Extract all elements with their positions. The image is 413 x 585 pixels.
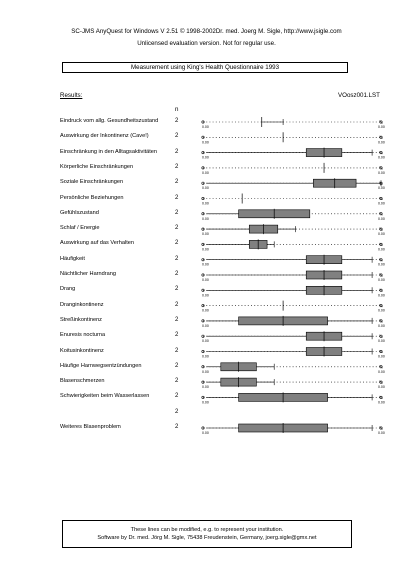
- row-label: Einschränkung in den Alltagsaktivitäten: [60, 148, 158, 155]
- scale-min-label: 0.00: [202, 354, 209, 359]
- row-label: Streßinkontinenz: [60, 316, 102, 323]
- footer-line-2: Software by Dr. med. Jörg M. Sigle, 75438 Freudenstein, Germany, joerg.sigle@gmx.net: [97, 535, 317, 541]
- row-label: Auswirkung der Inkontinenz (Cave!): [60, 133, 149, 140]
- scale-max-label: 0.00: [378, 140, 385, 145]
- row-n: 2: [175, 194, 179, 201]
- row-label: Eindruck vom allg. Gesundheitszustand: [60, 118, 159, 124]
- scale-min-label: 0.00: [202, 247, 209, 252]
- scale-max-label: 0.00: [378, 339, 385, 344]
- results-label: Results:: [60, 92, 83, 99]
- scale-max-label: 0.00: [378, 400, 385, 405]
- scale-max-label: 0.00: [378, 216, 385, 221]
- row-label: Blasenschmerzen: [60, 378, 105, 385]
- row-n: 2: [175, 209, 179, 216]
- scale-min-label: 0.00: [202, 170, 209, 175]
- row-n: 2: [175, 408, 179, 415]
- scale-max-label: 0.00: [378, 125, 385, 129]
- scale-min-label: 0.00: [202, 339, 209, 344]
- footer-box: [62, 520, 352, 548]
- scale-max-label: 0.00: [378, 323, 385, 328]
- row-label: Dranginkontinenz: [60, 301, 104, 308]
- scale-min-label: 0.00: [202, 278, 209, 282]
- row-label: Auswirkung auf das Verhalten: [60, 240, 135, 247]
- scale-min-label: 0.00: [202, 293, 209, 298]
- row-n: 2: [175, 347, 179, 354]
- row-n: 2: [175, 255, 179, 262]
- row-n: 2: [175, 163, 179, 170]
- row-n: 2: [175, 424, 179, 430]
- row-label: Häufigkeit: [60, 255, 85, 262]
- scale-max-label: 0.00: [378, 278, 385, 282]
- scale-min-label: 0.00: [202, 216, 209, 221]
- scale-min-label: 0.00: [202, 140, 209, 145]
- n-column-header: n: [175, 106, 179, 113]
- row-n: 2: [175, 118, 179, 124]
- scale-min-label: 0.00: [202, 323, 209, 328]
- row-label: Schlaf / Energie: [60, 225, 100, 232]
- scale-min-label: 0.00: [202, 201, 209, 206]
- row-n: 2: [175, 148, 179, 155]
- scale-max-label: 0.00: [378, 431, 385, 435]
- scale-max-label: 0.00: [378, 262, 385, 267]
- scale-max-label: 0.00: [378, 186, 385, 191]
- row-n: 2: [175, 179, 179, 186]
- scale-min-label: 0.00: [202, 125, 209, 129]
- scale-min-label: 0.00: [202, 431, 209, 435]
- row-n: 2: [175, 286, 179, 293]
- row-label: Gefühlszustand: [60, 209, 99, 216]
- scale-max-label: 0.00: [378, 201, 385, 206]
- row-label: Nächtlicher Harndrang: [60, 271, 116, 277]
- row-n: 2: [175, 271, 179, 277]
- row-n: 2: [175, 378, 179, 385]
- scale-min-label: 0.00: [202, 262, 209, 267]
- row-label: Enuresis nocturna: [60, 332, 106, 339]
- row-n: 2: [175, 225, 179, 232]
- scale-min-label: 0.00: [202, 385, 209, 390]
- row-label: Persönliche Beziehungen: [60, 194, 124, 201]
- row-n: 2: [175, 393, 179, 400]
- scale-min-label: 0.00: [202, 155, 209, 160]
- row-n: 2: [175, 133, 179, 140]
- scale-max-label: 0.00: [378, 385, 385, 390]
- row-n: 2: [175, 362, 179, 369]
- scale-max-label: 0.00: [378, 354, 385, 359]
- scale-max-label: 0.00: [378, 293, 385, 298]
- header-line-1: SC-JMS AnyQuest for Windows V 2.51 © 1998-2002Dr. med. Joerg M. Sigle, http://www.jsigle.com: [71, 28, 342, 35]
- row-label: Häufige Harnwegsentzündungen: [60, 362, 142, 369]
- scale-max-label: 0.00: [378, 247, 385, 252]
- row-label: Körperliche Einschränkungen: [60, 163, 134, 170]
- row-label: Weiteres Blasenproblem: [60, 424, 121, 430]
- scale-max-label: 0.00: [378, 170, 385, 175]
- row-n: 2: [175, 316, 179, 323]
- scale-min-label: 0.00: [202, 400, 209, 405]
- row-n: 2: [175, 240, 179, 247]
- scale-max-label: 0.00: [378, 369, 385, 374]
- file-label: VOosz001.LST: [338, 92, 380, 99]
- scale-max-label: 0.00: [378, 155, 385, 160]
- scale-min-label: 0.00: [202, 232, 209, 237]
- scale-min-label: 0.00: [202, 369, 209, 374]
- row-label: Soziale Einschränkungen: [60, 179, 124, 186]
- scale-min-label: 0.00: [202, 308, 209, 313]
- row-label: Drang: [60, 286, 76, 293]
- scale-max-label: 0.00: [378, 232, 385, 237]
- footer-line-1: These lines can be modified, e.g. to represent your institution.: [130, 527, 284, 533]
- row-n: 2: [175, 332, 179, 339]
- scale-min-label: 0.00: [202, 186, 209, 191]
- scale-max-label: 0.00: [378, 308, 385, 313]
- row-n: 2: [175, 301, 179, 308]
- row-label: Koitusinkontinenz: [60, 347, 104, 354]
- page-title: Measurement using King's Health Questionnaire 1993: [62, 62, 348, 73]
- row-label: Schwierigkeiten beim Wasserlassen: [60, 393, 150, 400]
- header-line-2: Unlicensed evaluation version. Not for regular use.: [137, 40, 276, 47]
